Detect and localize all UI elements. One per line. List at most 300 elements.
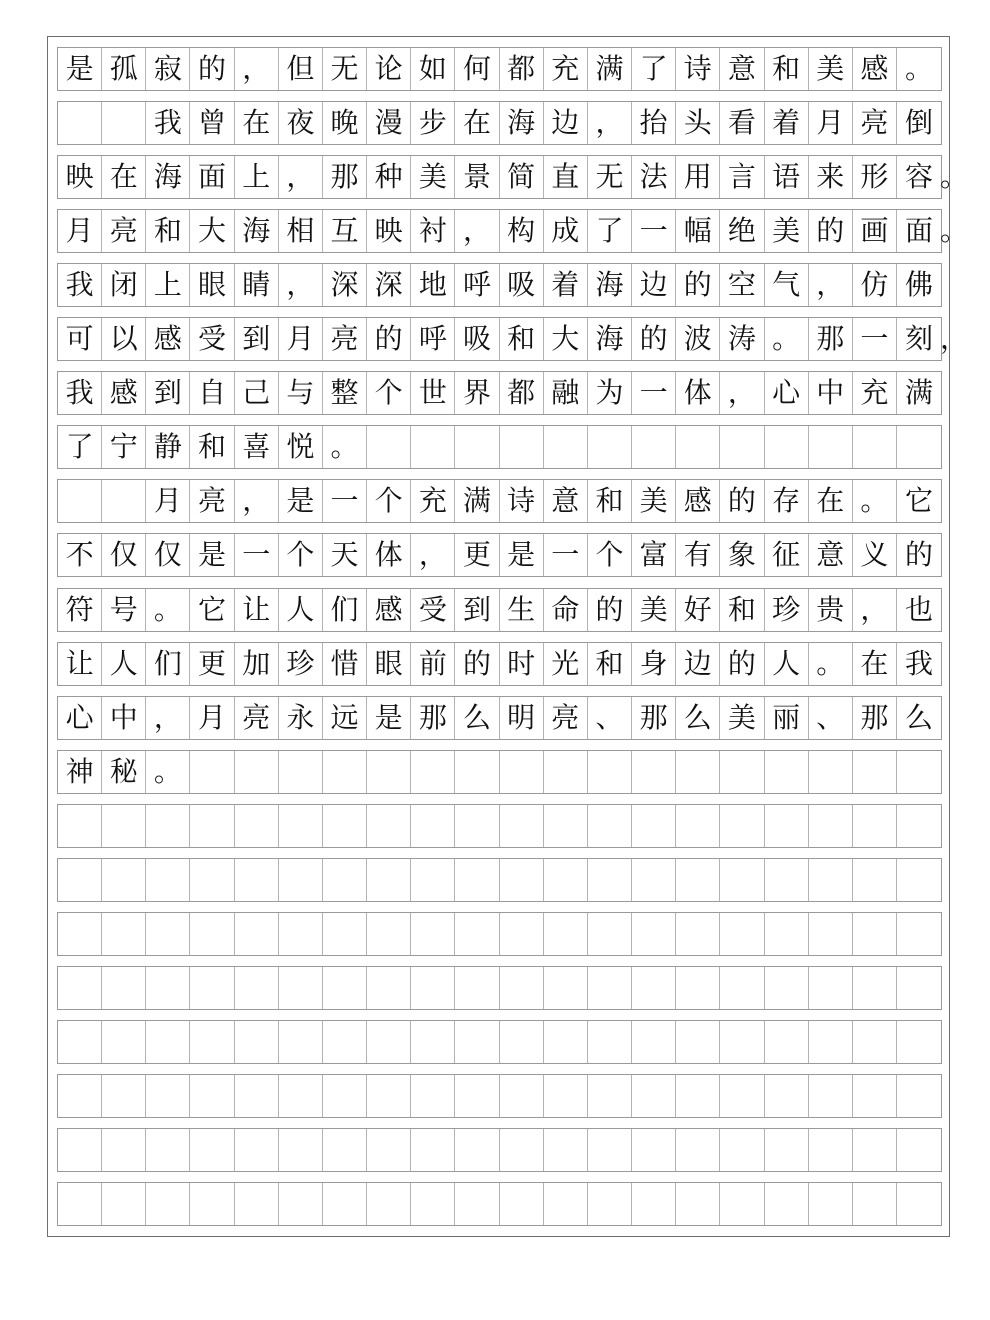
grid-cell <box>235 1129 279 1171</box>
grid-cell <box>544 1183 588 1225</box>
grid-cell: 满 <box>905 376 934 409</box>
grid-cell <box>367 1075 411 1117</box>
grid-row <box>57 642 942 686</box>
grid-cell <box>632 913 676 955</box>
grid-row <box>57 209 942 253</box>
grid-cell <box>632 859 676 901</box>
grid-cell: 和 <box>588 480 632 522</box>
grid-cell: 号 <box>102 589 146 631</box>
grid-cell: 秘 <box>102 751 146 793</box>
grid-cell: 让 <box>235 589 279 631</box>
grid-cell <box>676 426 720 468</box>
grid-cell <box>676 1021 720 1063</box>
grid-cell <box>632 1021 676 1063</box>
grid-cell <box>500 1129 544 1171</box>
grid-cell: 边 <box>632 264 676 306</box>
grid-cell <box>102 480 146 522</box>
grid-cell <box>455 913 499 955</box>
grid-cell <box>544 913 588 955</box>
grid-cell <box>765 426 809 468</box>
grid-cell <box>235 1075 279 1117</box>
grid-cell: 是 <box>190 534 234 576</box>
grid-cell: 是 <box>500 534 544 576</box>
grid-cell: 时 <box>500 643 544 685</box>
grid-cell <box>190 913 234 955</box>
grid-cell <box>720 426 764 468</box>
grid-cell <box>809 967 853 1009</box>
grid-cell: 着 <box>765 102 809 144</box>
grid-cell: 光 <box>544 643 588 685</box>
grid-cell <box>323 859 367 901</box>
grid-cell: 涛 <box>720 318 764 360</box>
grid-cell <box>58 1129 102 1171</box>
grid-cell <box>588 1129 632 1171</box>
grid-cell <box>58 1183 102 1225</box>
grid-cell: 不 <box>58 534 102 576</box>
grid-cell: 绝 <box>720 210 764 252</box>
grid-cell: 一 <box>323 480 367 522</box>
grid-cell <box>235 913 279 955</box>
grid-cell <box>58 480 102 522</box>
grid-cell: 喜 <box>235 426 279 468</box>
grid-cell <box>146 1021 190 1063</box>
grid-cell: 但 <box>279 48 323 90</box>
grid-cell <box>897 805 941 847</box>
grid-cell <box>279 1075 323 1117</box>
grid-cell: 倒 <box>905 106 934 139</box>
grid-cell: 深 <box>367 264 411 306</box>
grid-cell: 美 <box>720 697 764 739</box>
grid-cell: 个 <box>367 480 411 522</box>
grid-cell: 仿 <box>853 264 897 306</box>
grid-cell: 那 <box>853 697 897 739</box>
grid-cell: 诗 <box>676 48 720 90</box>
grid-row <box>57 317 942 361</box>
grid-cell: 映 <box>367 210 411 252</box>
grid-cell <box>897 967 941 1009</box>
grid-cell: 边 <box>676 643 720 685</box>
grid-cell <box>500 1021 544 1063</box>
grid-cell <box>720 1021 764 1063</box>
grid-cell: 们 <box>146 643 190 685</box>
grid-cell: 悦 <box>279 426 323 468</box>
grid-cell: 都 <box>500 372 544 414</box>
grid-cell <box>455 1075 499 1117</box>
grid-cell <box>765 751 809 793</box>
grid-cell: 一 <box>544 534 588 576</box>
grid-cell: 深 <box>323 264 367 306</box>
grid-row <box>57 588 942 632</box>
grid-cell <box>58 859 102 901</box>
grid-cell <box>323 805 367 847</box>
grid-row <box>57 1128 942 1172</box>
grid-cell: 和 <box>720 589 764 631</box>
grid-cell <box>102 913 146 955</box>
grid-cell <box>102 102 146 144</box>
grid-cell: 海 <box>235 210 279 252</box>
grid-cell <box>853 1021 897 1063</box>
grid-cell: 。 <box>146 589 190 631</box>
grid-cell <box>323 1183 367 1225</box>
grid-cell: 。 <box>905 52 934 85</box>
grid-cell: 都 <box>500 48 544 90</box>
grid-cell: 静 <box>146 426 190 468</box>
grid-cell <box>323 967 367 1009</box>
grid-cell: 和 <box>765 48 809 90</box>
grid-cell: 充 <box>544 48 588 90</box>
grid-cell: 月 <box>809 102 853 144</box>
grid-cell <box>102 1021 146 1063</box>
grid-cell: 了 <box>632 48 676 90</box>
grid-cell: 地 <box>411 264 455 306</box>
grid-cell: 和 <box>588 643 632 685</box>
grid-cell <box>544 967 588 1009</box>
grid-cell: 么 <box>676 697 720 739</box>
grid-cell <box>897 1183 941 1225</box>
grid-cell: 、 <box>588 697 632 739</box>
grid-cell <box>146 805 190 847</box>
grid-cell: 满 <box>455 480 499 522</box>
grid-cell <box>102 1129 146 1171</box>
grid-cell <box>765 805 809 847</box>
grid-cell: 中 <box>102 697 146 739</box>
grid-cell: 我 <box>58 372 102 414</box>
grid-cell <box>809 1075 853 1117</box>
grid-cell: 也 <box>905 593 934 626</box>
grid-cell: 仅 <box>102 534 146 576</box>
grid-cell: 在 <box>853 643 897 685</box>
grid-cell: 无 <box>588 156 632 198</box>
grid-cell: ， <box>146 697 190 739</box>
grid-cell: 晚 <box>323 102 367 144</box>
grid-cell <box>676 1183 720 1225</box>
grid-cell <box>190 967 234 1009</box>
grid-cell <box>190 859 234 901</box>
grid-cell: 的 <box>190 48 234 90</box>
grid-cell: 么 <box>455 697 499 739</box>
grid-cell: 看 <box>720 102 764 144</box>
grid-cell <box>411 859 455 901</box>
grid-cell: 言 <box>720 156 764 198</box>
grid-cell: 永 <box>279 697 323 739</box>
grid-cell: 远 <box>323 697 367 739</box>
grid-cell <box>146 913 190 955</box>
grid-cell: 如 <box>411 48 455 90</box>
grid-cell <box>500 1075 544 1117</box>
grid-cell: 上 <box>235 156 279 198</box>
grid-row <box>57 696 942 740</box>
grid-cell <box>544 805 588 847</box>
grid-cell: 体 <box>676 372 720 414</box>
grid-cell: 可 <box>58 318 102 360</box>
grid-cell: 让 <box>58 643 102 685</box>
grid-cell <box>897 913 941 955</box>
grid-cell: 为 <box>588 372 632 414</box>
grid-cell: 存 <box>765 480 809 522</box>
grid-cell <box>853 1183 897 1225</box>
grid-row <box>57 966 942 1010</box>
grid-cell: 呼 <box>455 264 499 306</box>
grid-cell: 美 <box>809 48 853 90</box>
grid-cell <box>102 1183 146 1225</box>
grid-cell: 亮 <box>190 480 234 522</box>
grid-cell <box>632 1183 676 1225</box>
grid-cell <box>146 859 190 901</box>
grid-row <box>57 858 942 902</box>
grid-cell: 大 <box>544 318 588 360</box>
grid-cell <box>102 859 146 901</box>
grid-cell <box>632 751 676 793</box>
grid-cell: 边 <box>544 102 588 144</box>
grid-cell: 美 <box>632 480 676 522</box>
grid-cell: 映 <box>58 156 102 198</box>
grid-cell: 宁 <box>102 426 146 468</box>
grid-cell: 。 <box>323 426 367 468</box>
grid-cell <box>809 426 853 468</box>
grid-cell <box>632 1075 676 1117</box>
grid-cell: 们 <box>323 589 367 631</box>
grid-cell: 融 <box>544 372 588 414</box>
grid-row <box>57 371 942 415</box>
grid-cell: 么 <box>905 701 934 734</box>
grid-cell: 整 <box>323 372 367 414</box>
grid-cell: 我 <box>905 647 934 680</box>
grid-cell: 生 <box>500 589 544 631</box>
grid-cell <box>853 967 897 1009</box>
grid-cell <box>588 805 632 847</box>
grid-row <box>57 155 942 199</box>
grid-cell: 幅 <box>676 210 720 252</box>
grid-cell <box>676 967 720 1009</box>
grid-cell: 语 <box>765 156 809 198</box>
grid-cell <box>809 1183 853 1225</box>
grid-cell: 、 <box>809 697 853 739</box>
grid-cell <box>720 1075 764 1117</box>
grid-row <box>57 425 942 469</box>
grid-cell: 义 <box>853 534 897 576</box>
grid-cell: 到 <box>235 318 279 360</box>
grid-cell <box>411 1075 455 1117</box>
grid-cell <box>632 805 676 847</box>
grid-cell <box>58 102 102 144</box>
grid-cell: 在 <box>235 102 279 144</box>
grid-cell: 更 <box>455 534 499 576</box>
grid-cell: 的 <box>905 538 934 571</box>
grid-cell <box>500 426 544 468</box>
grid-cell <box>279 805 323 847</box>
grid-cell: ， <box>279 156 323 198</box>
grid-cell: 着 <box>544 264 588 306</box>
grid-cell <box>809 805 853 847</box>
grid-cell <box>720 805 764 847</box>
grid-cell <box>676 1129 720 1171</box>
grid-row <box>57 912 942 956</box>
grid-cell <box>632 1129 676 1171</box>
grid-cell <box>279 1183 323 1225</box>
grid-cell <box>897 1021 941 1063</box>
grid-cell: 是 <box>58 48 102 90</box>
grid-cell <box>146 1183 190 1225</box>
grid-cell: 到 <box>146 372 190 414</box>
grid-cell: 漫 <box>367 102 411 144</box>
grid-cell <box>544 1021 588 1063</box>
grid-cell <box>676 1075 720 1117</box>
grid-cell: 珍 <box>765 589 809 631</box>
grid-cell <box>720 967 764 1009</box>
grid-cell <box>102 967 146 1009</box>
grid-cell <box>411 1021 455 1063</box>
grid-cell: 曾 <box>190 102 234 144</box>
grid-cell: 。 <box>765 318 809 360</box>
grid-cell: 了 <box>588 210 632 252</box>
grid-cell <box>235 1021 279 1063</box>
grid-cell <box>190 1075 234 1117</box>
grid-cell: 的 <box>588 589 632 631</box>
grid-cell: 是 <box>279 480 323 522</box>
grid-row <box>57 750 942 794</box>
grid-cell: 。 <box>809 643 853 685</box>
grid-cell: 和 <box>190 426 234 468</box>
grid-cell: 无 <box>323 48 367 90</box>
grid-cell <box>897 859 941 901</box>
grid-cell <box>676 913 720 955</box>
grid-cell <box>323 1129 367 1171</box>
grid-cell: 到 <box>455 589 499 631</box>
grid-cell: 富 <box>632 534 676 576</box>
grid-cell: 在 <box>455 102 499 144</box>
grid-cell <box>190 1129 234 1171</box>
grid-cell: 明 <box>500 697 544 739</box>
grid-cell: 一 <box>853 318 897 360</box>
grid-cell: 和 <box>500 318 544 360</box>
grid-cell: 意 <box>544 480 588 522</box>
grid-cell <box>190 1021 234 1063</box>
grid-cell <box>455 1021 499 1063</box>
grid-cell <box>146 1075 190 1117</box>
grid-cell <box>411 967 455 1009</box>
grid-cell: 月 <box>58 210 102 252</box>
grid-cell: 。 <box>146 751 190 793</box>
grid-cell: 互 <box>323 210 367 252</box>
grid-cell: 波 <box>676 318 720 360</box>
grid-cell: 构 <box>500 210 544 252</box>
grid-cell: 衬 <box>411 210 455 252</box>
grid-cell: 惜 <box>323 643 367 685</box>
grid-cell <box>235 859 279 901</box>
grid-cell: 相 <box>279 210 323 252</box>
grid-cell <box>809 913 853 955</box>
grid-cell: 大 <box>190 210 234 252</box>
grid-cell <box>544 859 588 901</box>
grid-cell: 它 <box>190 589 234 631</box>
grid-cell <box>367 1021 411 1063</box>
grid-cell: 丽 <box>765 697 809 739</box>
grid-cell: 海 <box>588 318 632 360</box>
grid-cell: 人 <box>765 643 809 685</box>
grid-cell <box>235 805 279 847</box>
grid-cell: 我 <box>58 264 102 306</box>
grid-cell: 的 <box>632 318 676 360</box>
grid-cell: 心 <box>58 697 102 739</box>
grid-cell: 以 <box>102 318 146 360</box>
grid-cell <box>544 1129 588 1171</box>
grid-cell: 充 <box>411 480 455 522</box>
grid-cell: 意 <box>720 48 764 90</box>
grid-cell: 亮 <box>323 318 367 360</box>
grid-row <box>57 101 942 145</box>
grid-cell: 人 <box>102 643 146 685</box>
grid-cell: 气 <box>765 264 809 306</box>
grid-cell <box>632 426 676 468</box>
grid-cell <box>146 967 190 1009</box>
grid-cell: ， <box>455 210 499 252</box>
grid-cell: 面 <box>190 156 234 198</box>
grid-cell: 感 <box>676 480 720 522</box>
grid-cell: 自 <box>190 372 234 414</box>
grid-cell: 是 <box>367 697 411 739</box>
grid-cell <box>323 1021 367 1063</box>
grid-cell: 前 <box>411 643 455 685</box>
grid-cell <box>500 967 544 1009</box>
grid-cell: 感 <box>367 589 411 631</box>
grid-cell: 个 <box>367 372 411 414</box>
grid-cell <box>588 1075 632 1117</box>
grid-cell <box>853 913 897 955</box>
grid-cell: 睛 <box>235 264 279 306</box>
grid-cell <box>279 913 323 955</box>
grid-cell <box>765 967 809 1009</box>
grid-cell <box>720 1183 764 1225</box>
grid-cell: 命 <box>544 589 588 631</box>
grid-cell <box>544 1075 588 1117</box>
grid-cell <box>411 1183 455 1225</box>
grid-cell: 那 <box>809 318 853 360</box>
grid-cell: 眼 <box>367 643 411 685</box>
grid-cell <box>588 1021 632 1063</box>
grid-cell <box>146 1129 190 1171</box>
grid-cell <box>279 1129 323 1171</box>
grid-row <box>57 533 942 577</box>
grid-cell: ， <box>809 264 853 306</box>
grid-cell <box>190 1183 234 1225</box>
grid-cell: 己 <box>235 372 279 414</box>
grid-cell <box>235 1183 279 1225</box>
grid-cell <box>720 913 764 955</box>
grid-cell: 那 <box>632 697 676 739</box>
grid-cell: ， <box>853 589 897 631</box>
grid-cell <box>632 967 676 1009</box>
grid-cell <box>411 805 455 847</box>
grid-row <box>57 1182 942 1226</box>
grid-cell <box>500 751 544 793</box>
grid-cell <box>455 1129 499 1171</box>
grid-cell: 种 <box>367 156 411 198</box>
grid-cell <box>588 426 632 468</box>
grid-cell <box>765 1183 809 1225</box>
grid-cell: 心 <box>765 372 809 414</box>
grid-cell: 亮 <box>102 210 146 252</box>
grid-row <box>57 1074 942 1118</box>
grid-cell: 形 <box>853 156 897 198</box>
grid-cell: 月 <box>146 480 190 522</box>
grid-cell <box>411 913 455 955</box>
grid-cell: 一 <box>235 534 279 576</box>
grid-row <box>57 263 942 307</box>
grid-cell <box>500 859 544 901</box>
grid-cell: 月 <box>279 318 323 360</box>
grid-cell <box>897 751 941 793</box>
grid-cell: 步 <box>411 102 455 144</box>
